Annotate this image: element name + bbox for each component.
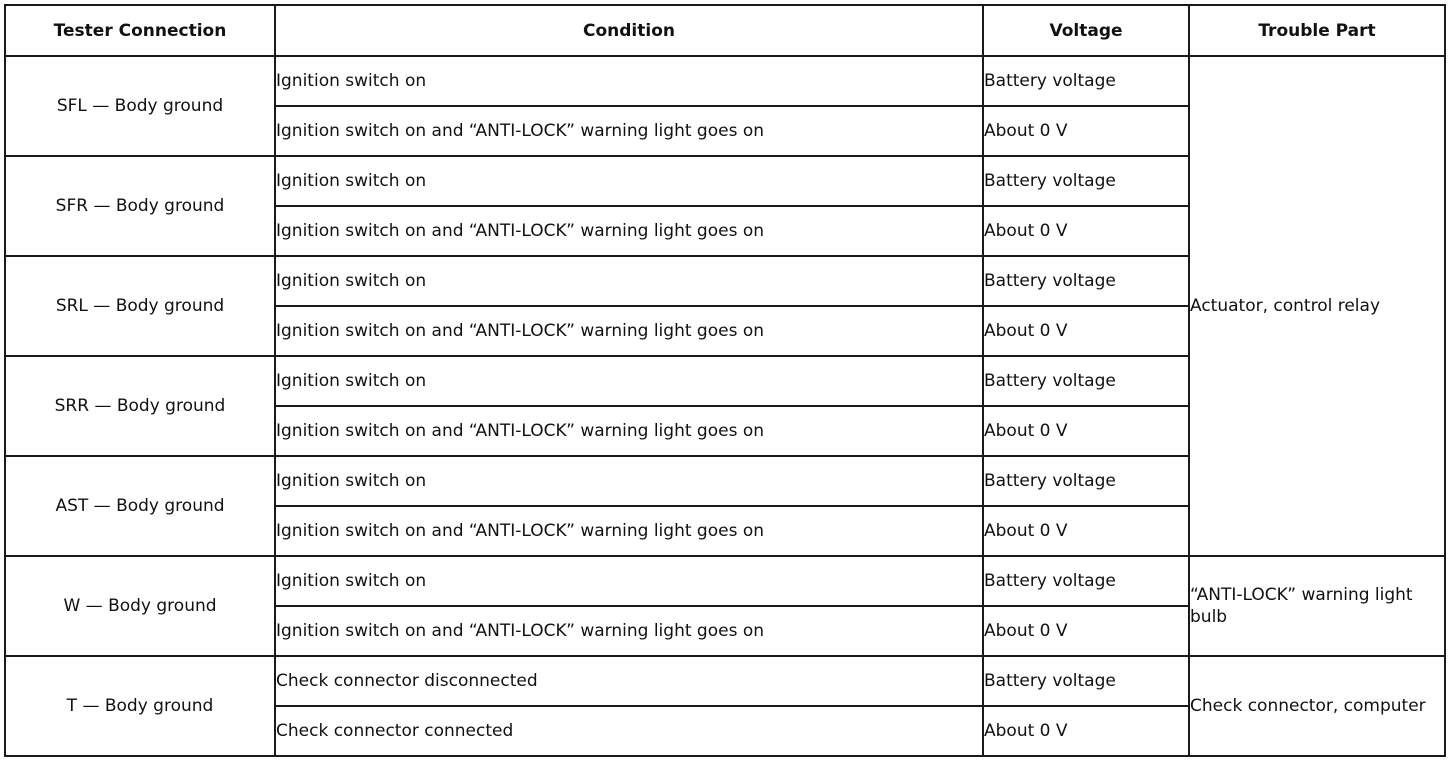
table-row: [5, 556, 1445, 606]
connection-cell: SFL — Body ground: [5, 56, 275, 156]
condition-cell: Ignition switch on: [275, 56, 983, 106]
spec-table-container: [4, 4, 1446, 757]
table-row: [5, 56, 1445, 106]
voltage-cell: Battery voltage: [983, 456, 1189, 506]
trouble-part-cell: “ANTI-LOCK” warning light bulb: [1189, 556, 1445, 656]
voltage-cell: About 0 V: [983, 206, 1189, 256]
voltage-cell: About 0 V: [983, 606, 1189, 656]
condition-cell: Ignition switch on and “ANTI-LOCK” warning light goes on: [275, 306, 983, 356]
header-voltage: Voltage: [983, 5, 1189, 56]
condition-cell: Ignition switch on and “ANTI-LOCK” warning light goes on: [275, 506, 983, 556]
connection-cell: SRR — Body ground: [5, 356, 275, 456]
condition-cell: Ignition switch on and “ANTI-LOCK” warning light goes on: [275, 606, 983, 656]
header-trouble-part: Trouble Part: [1189, 5, 1445, 56]
condition-cell: Ignition switch on and “ANTI-LOCK” warning light goes on: [275, 106, 983, 156]
voltage-cell: About 0 V: [983, 406, 1189, 456]
voltage-cell: About 0 V: [983, 106, 1189, 156]
voltage-cell: Battery voltage: [983, 156, 1189, 206]
header-condition: Condition: [275, 5, 983, 56]
voltage-cell: About 0 V: [983, 706, 1189, 756]
voltage-cell: Battery voltage: [983, 556, 1189, 606]
voltage-cell: Battery voltage: [983, 356, 1189, 406]
connection-cell: W — Body ground: [5, 556, 275, 656]
table-row: [5, 656, 1445, 706]
condition-cell: Check connector connected: [275, 706, 983, 756]
condition-cell: Ignition switch on: [275, 556, 983, 606]
table-header-row: [5, 5, 1445, 56]
condition-cell: Ignition switch on and “ANTI-LOCK” warning light goes on: [275, 406, 983, 456]
condition-cell: Check connector disconnected: [275, 656, 983, 706]
condition-cell: Ignition switch on: [275, 256, 983, 306]
connection-cell: AST — Body ground: [5, 456, 275, 556]
trouble-part-cell: Check connector, computer: [1189, 656, 1445, 756]
trouble-part-cell: Actuator, control relay: [1189, 56, 1445, 556]
tester-voltage-table: [4, 4, 1446, 757]
voltage-cell: Battery voltage: [983, 256, 1189, 306]
voltage-cell: Battery voltage: [983, 56, 1189, 106]
connection-cell: SRL — Body ground: [5, 256, 275, 356]
condition-cell: Ignition switch on: [275, 456, 983, 506]
connection-cell: T — Body ground: [5, 656, 275, 756]
voltage-cell: Battery voltage: [983, 656, 1189, 706]
header-tester-connection: Tester Connection: [5, 5, 275, 56]
condition-cell: Ignition switch on and “ANTI-LOCK” warning light goes on: [275, 206, 983, 256]
condition-cell: Ignition switch on: [275, 156, 983, 206]
connection-cell: SFR — Body ground: [5, 156, 275, 256]
condition-cell: Ignition switch on: [275, 356, 983, 406]
voltage-cell: About 0 V: [983, 306, 1189, 356]
voltage-cell: About 0 V: [983, 506, 1189, 556]
